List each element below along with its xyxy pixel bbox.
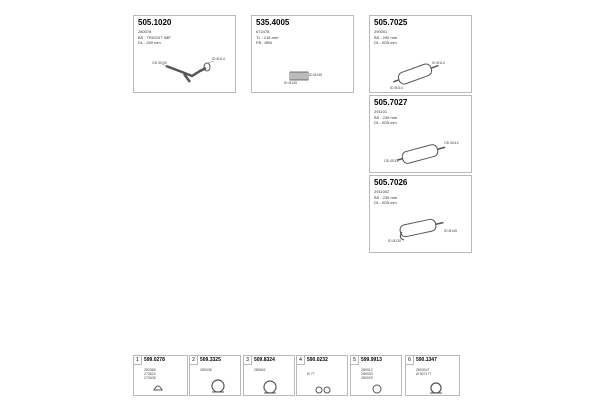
dimension-label: OD Ø114: [384, 159, 399, 163]
part-card[interactable]: [369, 15, 472, 93]
part-spec: BS : 230 mm: [374, 115, 398, 120]
dimension-label: OD Ø114: [444, 141, 459, 145]
accessory-item[interactable]: [189, 355, 241, 396]
dimension-label: ID Ø145: [444, 229, 458, 233]
part-spec: 289012: [361, 368, 373, 372]
part-spec: 289602: [254, 368, 266, 372]
part-spec: 282365: [144, 368, 156, 372]
dimension-label: ID Ø130: [388, 239, 402, 243]
part-number: 505.7027: [374, 98, 408, 107]
part-spec: DL : 605 mm: [374, 40, 397, 45]
part-number: 509.8324: [254, 357, 275, 363]
item-index: 6: [406, 356, 414, 365]
part-spec: BS : 290 mm: [374, 35, 398, 40]
part-number: 590.0232: [307, 357, 328, 363]
part-spec: TL : 218 mm: [256, 35, 279, 40]
part-card[interactable]: [251, 15, 354, 93]
rear-muffler-drawing: [370, 176, 473, 254]
item-index: 3: [244, 356, 252, 365]
part-spec: 289033: [361, 372, 373, 376]
item-index: 4: [297, 356, 305, 365]
part-spec: BS : TRIGGIT IMP: [138, 35, 171, 40]
dimension-label: ID Ø114: [212, 57, 225, 61]
part-spec: FB : Ø50: [256, 40, 273, 45]
part-spec: Ø 507177: [416, 372, 432, 376]
flex-pipe-drawing: [252, 16, 355, 94]
dimension-label: OD Ø130: [152, 61, 167, 65]
dimension-label: ID Ø145: [284, 81, 298, 85]
clamp-icon: [244, 356, 296, 397]
rubber-mount-icon: [297, 356, 349, 397]
part-number: 505.1020: [138, 18, 172, 27]
part-spec: 290001: [374, 29, 388, 34]
part-number: 590.1347: [416, 357, 437, 363]
part-number: 599.9913: [361, 357, 382, 363]
part-spec: 280078: [138, 29, 152, 34]
part-number: 509.3325: [200, 357, 221, 363]
part-spec: 2911002: [374, 189, 390, 194]
accessory-item[interactable]: [243, 355, 295, 396]
dimension-label: ID Ø114: [390, 86, 403, 90]
part-card[interactable]: [133, 15, 236, 93]
part-card[interactable]: [369, 175, 472, 253]
muffler-drawing: [370, 16, 473, 94]
part-spec: 270635: [144, 376, 156, 380]
clamp-icon: [190, 356, 242, 397]
accessory-item[interactable]: [133, 355, 188, 396]
item-index: 2: [190, 356, 198, 365]
part-spec: 672478: [256, 29, 270, 34]
item-index: 1: [134, 356, 142, 365]
accessory-item[interactable]: [296, 355, 348, 396]
part-spec: 270624: [144, 372, 156, 376]
gasket-icon: [134, 356, 189, 397]
part-spec: 2893047: [416, 368, 430, 372]
item-index: 5: [351, 356, 359, 365]
part-spec: Ø 77: [307, 372, 315, 376]
muffler-drawing: [370, 96, 473, 174]
part-spec: DL : 605 mm: [374, 200, 397, 205]
clamp-icon: [351, 356, 403, 397]
part-spec: DL : 260 mm: [138, 40, 161, 45]
part-number: 535.4005: [256, 18, 290, 27]
part-spec: DL : 605 mm: [374, 120, 397, 125]
part-spec: 291101: [374, 109, 388, 114]
part-number: 599.0278: [144, 357, 165, 363]
part-spec: 289038: [200, 368, 212, 372]
front-pipe-drawing: [134, 16, 237, 94]
part-card[interactable]: [369, 95, 472, 173]
part-spec: BS : 230 mm: [374, 195, 398, 200]
clamp-icon: [406, 356, 461, 397]
part-spec: 289029: [361, 376, 373, 380]
part-number: 505.7025: [374, 18, 408, 27]
dimension-label: ID Ø145: [309, 73, 323, 77]
accessory-item[interactable]: [405, 355, 460, 396]
dimension-label: ID Ø114: [432, 61, 445, 65]
part-number: 505.7026: [374, 178, 408, 187]
accessory-item[interactable]: [350, 355, 402, 396]
